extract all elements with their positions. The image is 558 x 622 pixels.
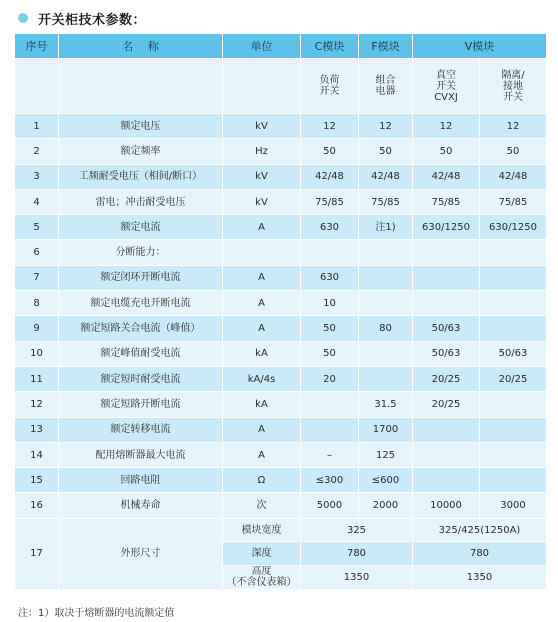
table-row: [15, 215, 547, 240]
header-row: [15, 34, 547, 59]
cell-v-isolator: 75/85: [480, 189, 547, 214]
header-v-module: V模块: [413, 34, 547, 59]
cell-name: 额定峰值耐受电流: [59, 341, 223, 366]
cell-v-vacuum: 12: [413, 114, 480, 139]
table-row: [15, 493, 547, 518]
cell-unit: kV: [223, 164, 301, 189]
cell-c-module: 50: [301, 139, 359, 164]
cell-v-isolator: 630/1250: [480, 215, 547, 240]
cell-unit: kA: [223, 341, 301, 366]
cell-v-vacuum: [413, 291, 480, 316]
cell-c-module: 75/85: [301, 189, 359, 214]
cell-c-module: 50: [301, 341, 359, 366]
cell-v-vacuum: 50: [413, 139, 480, 164]
cell-c-module: 50: [301, 316, 359, 341]
cell-v-vacuum: 630/1250: [413, 215, 480, 240]
table-row: [15, 291, 547, 316]
cell-f-module: ≤600: [359, 468, 413, 493]
cell-v-isolator: [480, 240, 547, 265]
cell-name: 额定短时耐受电流: [59, 366, 223, 391]
row17-width-v: 325/425(1250A): [413, 518, 547, 542]
cell-v-isolator: [480, 468, 547, 493]
section-title-text: 开关柜技术参数：: [38, 12, 147, 28]
cell-unit: A: [223, 215, 301, 240]
cell-no: 10: [15, 341, 59, 366]
cell-no: 1: [15, 114, 59, 139]
cell-v-vacuum: 20/25: [413, 366, 480, 391]
cell-v-vacuum: [413, 468, 480, 493]
cell-unit: Ω: [223, 468, 301, 493]
footnote: 注：1）取决于熔断器的电流额定值: [18, 608, 175, 619]
table-row-17: [15, 518, 547, 542]
cell-no: 13: [15, 417, 59, 442]
subheader-v1: 真空 开关 CVXJ: [413, 59, 480, 114]
table-row: [15, 341, 547, 366]
header-f-module: F模块: [359, 34, 413, 59]
cell-unit: [223, 240, 301, 265]
table-row: [15, 164, 547, 189]
cell-unit: kV: [223, 189, 301, 214]
cell-no: 4: [15, 189, 59, 214]
cell-unit: A: [223, 417, 301, 442]
cell-v-vacuum: 75/85: [413, 189, 480, 214]
section-title: [18, 8, 146, 28]
table-row: [15, 189, 547, 214]
cell-f-module: 2000: [359, 493, 413, 518]
table-row: [15, 468, 547, 493]
cell-unit: kA/4s: [223, 366, 301, 391]
cell-v-vacuum: [413, 265, 480, 290]
cell-v-vacuum: 10000: [413, 493, 480, 518]
table-row: [15, 240, 547, 265]
cell-v-vacuum: [413, 417, 480, 442]
cell-f-module: 1700: [359, 417, 413, 442]
cell-c-module: 10: [301, 291, 359, 316]
cell-v-vacuum: 20/25: [413, 392, 480, 417]
cell-no: 8: [15, 291, 59, 316]
cell-no: 16: [15, 493, 59, 518]
cell-c-module: [301, 392, 359, 417]
cell-c-module: 630: [301, 265, 359, 290]
header-name: 名 称: [59, 34, 223, 59]
subheader-row: [15, 59, 547, 114]
cell-f-module: 75/85: [359, 189, 413, 214]
cell-f-module: 50: [359, 139, 413, 164]
cell-name: 工频耐受电压（相间/断口）: [59, 164, 223, 189]
cell-name: 额定电流: [59, 215, 223, 240]
cell-f-module: 12: [359, 114, 413, 139]
cell-c-module: ≤300: [301, 468, 359, 493]
cell-unit: kA: [223, 392, 301, 417]
cell-v-vacuum: 42/48: [413, 164, 480, 189]
cell-unit: A: [223, 442, 301, 467]
cell-v-vacuum: [413, 442, 480, 467]
cell-name: 额定短路关合电流（峰值）: [59, 316, 223, 341]
cell-unit: 次: [223, 493, 301, 518]
cell-unit: A: [223, 316, 301, 341]
row17-depth-cf: 780: [301, 542, 413, 566]
cell-unit: kV: [223, 114, 301, 139]
cell-v-isolator: [480, 442, 547, 467]
cell-c-module: 5000: [301, 493, 359, 518]
table-row: [15, 114, 547, 139]
cell-name: 额定电压: [59, 114, 223, 139]
row17-width-cf: 325: [301, 518, 413, 542]
cell-v-isolator: [480, 392, 547, 417]
cell-f-module: 42/48: [359, 164, 413, 189]
cell-no: 12: [15, 392, 59, 417]
cell-v-isolator: [480, 265, 547, 290]
cell-v-isolator: 20/25: [480, 366, 547, 391]
table-row: [15, 392, 547, 417]
table-row: [15, 265, 547, 290]
cell-name: 额定频率: [59, 139, 223, 164]
cell-c-module: 42/48: [301, 164, 359, 189]
cell-v-isolator: [480, 316, 547, 341]
cell-v-isolator: 3000: [480, 493, 547, 518]
row17-height-cf: 1350: [301, 566, 413, 590]
cell-no: 6: [15, 240, 59, 265]
cell-c-module: [301, 240, 359, 265]
cell-no: 7: [15, 265, 59, 290]
cell-name: 额定电缆充电开断电流: [59, 291, 223, 316]
cell-name: 雷电；冲击耐受电压: [59, 189, 223, 214]
data-rows: [15, 114, 547, 519]
cell-v-isolator: 12: [480, 114, 547, 139]
cell-no: 14: [15, 442, 59, 467]
cell-c-module: [301, 417, 359, 442]
cell-f-module: [359, 341, 413, 366]
cell-no: 5: [15, 215, 59, 240]
cell-name: 分断能力：: [59, 240, 223, 265]
bullet-dot-icon: [18, 13, 28, 23]
cell-name: 额定闭环开断电流: [59, 265, 223, 290]
header-unit: 单位: [223, 34, 301, 59]
row17-depth-label: 深度: [223, 542, 301, 566]
cell-f-module: 注1): [359, 215, 413, 240]
header-c-module: C模块: [301, 34, 359, 59]
cell-v-isolator: [480, 417, 547, 442]
cell-f-module: [359, 265, 413, 290]
table-row: [15, 139, 547, 164]
cell-f-module: [359, 291, 413, 316]
cell-name: 额定短路开断电流: [59, 392, 223, 417]
row17-width-label: 模块宽度: [223, 518, 301, 542]
cell-v-isolator: 50: [480, 139, 547, 164]
cell-no: 11: [15, 366, 59, 391]
cell-f-module: [359, 240, 413, 265]
cell-no: 3: [15, 164, 59, 189]
cell-v-vacuum: 50/63: [413, 341, 480, 366]
subheader-c: 负荷 开关: [301, 59, 359, 114]
row17-depth-v: 780: [413, 542, 547, 566]
cell-name: 配用熔断器最大电流: [59, 442, 223, 467]
subheader-v2: 隔离/ 接地 开关: [480, 59, 547, 114]
cell-no: 9: [15, 316, 59, 341]
cell-f-module: 80: [359, 316, 413, 341]
table-row: [15, 366, 547, 391]
cell-v-isolator: 50/63: [480, 341, 547, 366]
cell-name: 额定转移电流: [59, 417, 223, 442]
cell-no: 2: [15, 139, 59, 164]
cell-v-isolator: 42/48: [480, 164, 547, 189]
table-row: [15, 417, 547, 442]
cell-name: 机械寿命: [59, 493, 223, 518]
cell-name: 回路电阻: [59, 468, 223, 493]
spec-table: [14, 33, 547, 590]
cell-unit: A: [223, 265, 301, 290]
cell-c-module: 630: [301, 215, 359, 240]
cell-v-vacuum: [413, 240, 480, 265]
cell-f-module: [359, 366, 413, 391]
cell-unit: Hz: [223, 139, 301, 164]
table-row: [15, 316, 547, 341]
row17-name: 外形尺寸: [59, 518, 223, 589]
row17-no: 17: [15, 518, 59, 589]
subheader-f: 组合 电器: [359, 59, 413, 114]
cell-f-module: 31.5: [359, 392, 413, 417]
cell-f-module: 125: [359, 442, 413, 467]
cell-c-module: 12: [301, 114, 359, 139]
cell-v-isolator: [480, 291, 547, 316]
cell-no: 15: [15, 468, 59, 493]
header-no: 序号: [15, 34, 59, 59]
cell-unit: A: [223, 291, 301, 316]
row17-height-label: 高度 （不含仪表箱）: [223, 566, 301, 590]
cell-v-vacuum: 50/63: [413, 316, 480, 341]
table-row: [15, 442, 547, 467]
row17-height-v: 1350: [413, 566, 547, 590]
cell-c-module: 20: [301, 366, 359, 391]
cell-c-module: –: [301, 442, 359, 467]
